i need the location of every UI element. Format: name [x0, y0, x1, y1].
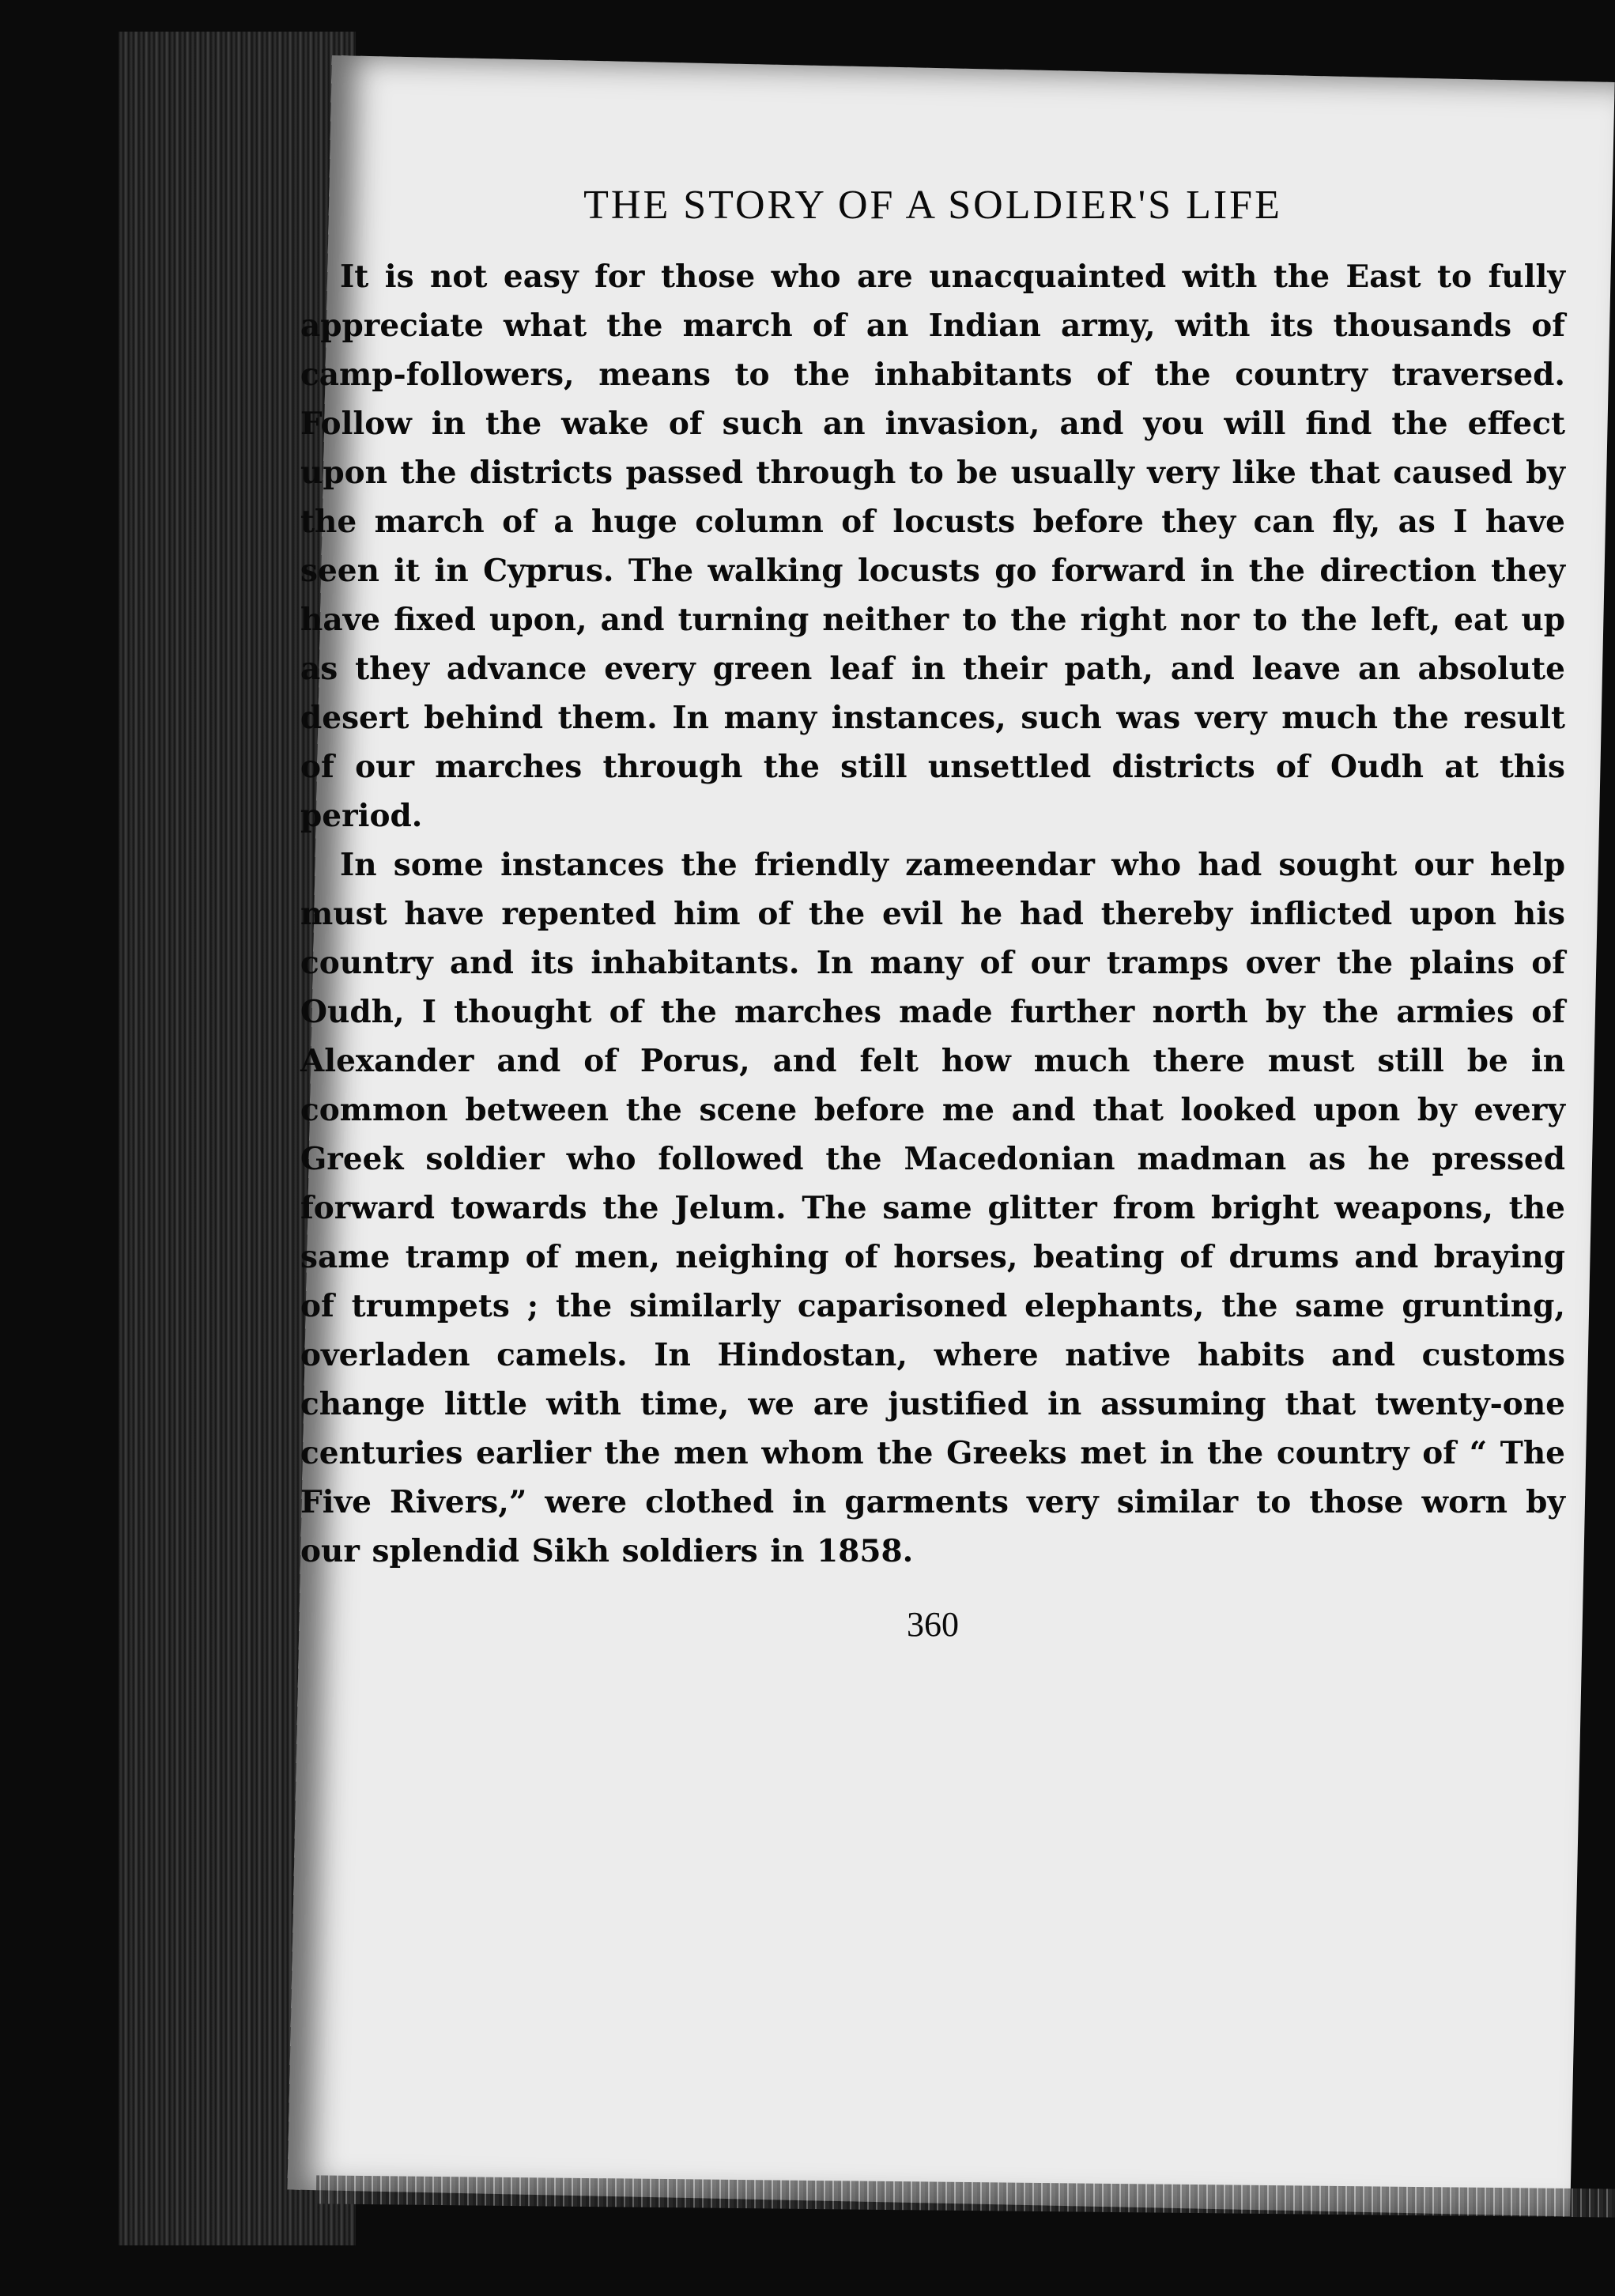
running-head: THE STORY OF A SOLDIER'S LIFE	[583, 183, 1282, 228]
paragraph-2: In some instances the friendly zameendar who had sought our help must have repented him of the evil he had thereby inflicted upon his country and its inhabitants. In many of our tramps over the plains of Oudh, I thought of the marches made further north by the armies of Alexander and of Porus, and felt how much there must still be in common between the scene before me and that looked upon by every Greek soldier who followed the Macedonian madman as he pressed forward towards the Jelum. The same glitter from bright weapons, the same tramp of men, neighing of horses, beating of drums and braying of trumpets ; the similarly caparisoned elephants, the same grunting, overladen camels. In Hindostan, where native habits and customs change little with time, we are justified in assuming that twenty-one centuries earlier the men whom the Greeks met in the country of “ The Five Rivers,” were clothed in garments very similar to those worn by our splendid Sikh soldiers in 1858.	[300, 847, 1565, 1569]
paragraph-1: It is not easy for those who are unacquainted with the East to fully appreciate what the march of an Indian army, with its thousands of camp-followers, means to the inhabitants of the country traversed. Follow in the wake of such an invasion, and you will find the effect upon the districts passed through to be usually very like that caused by the march of a huge column of locusts before they can fly, as I have seen it in Cyprus. The walking locusts go forward in the direction they have fixed upon, and turning neither to the right nor to the left, eat up as they advance every green leaf in their path, and leave an absolute desert behind them. In many instances, such was very much the result of our marches through the still unsettled districts of Oudh at this period.	[300, 259, 1565, 834]
page-content	[300, 182, 1565, 1645]
page-number: 360	[907, 1605, 959, 1644]
